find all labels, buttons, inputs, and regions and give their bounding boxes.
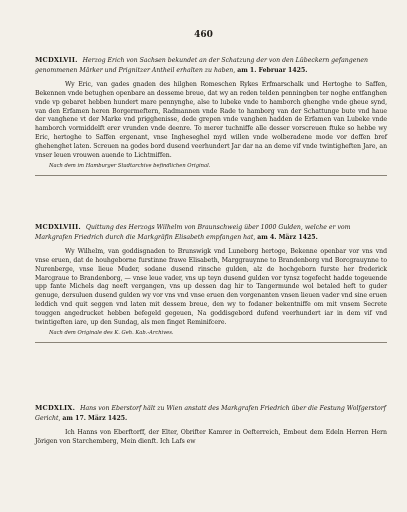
document-entry (35, 404, 387, 447)
document-entry (35, 56, 387, 176)
section-divider (35, 342, 387, 343)
entry-heading: Herzog Erich von Sachsen bekundet an der Schatzung der von den Lübeckern gefangenen genommenen Märker und Prignitzer Antheil erhalten zu haben, (35, 57, 368, 74)
entry-number: MCDXLVIII. (35, 223, 81, 231)
entry-number: MCDXLIX. (35, 404, 76, 412)
entry-source: Nach dem im Hamburger Stadtarchive befindlichen Original. (49, 163, 211, 170)
entry-headline (35, 56, 387, 75)
entry-date: am 1. Februar 1425. (237, 66, 308, 74)
entry-body: Wy Eric, van gades gnaden des hilghen Romeschen Rykes Erfmarschalk und Hertoghe to Saffen, Bekennen vnde betughen openbare an desseme breue, dat wy an reden telden penningben ter noghe entfanghen vnde vp gebaret hebben hundert mare pennynghe, alse to lubeke vnde to hamborch ghenghe vnde gheue synd, van den Erfamen heren Borgermeftern, Radmannen vnde Rade to hamborg van der Schattunge bute vnd haue der vanghene vt der Marke vnd prigghenisse, dede grepen vnde vanghen hadden de Erfamen van Lubeke vnde hamborch vormiddelft erer vrunden vnde deenre. To merer tuchniffe alle desser vorscreuen ftuke so hebbe wy Eric, hertoghe to Saffen ergenant, vnse Ingheseghel myd willen vnde wolberadene mode vor deffen bref ghehenghet laten. Screuen na godes bord dusend veerhundert Jar dar na an deme vif vnde twintigheften Jare, an vnser leuen vrouwen auende to Lichtmiffen. (35, 81, 387, 159)
page-number: 460 (194, 30, 213, 40)
entry-date: am 4. März 1425. (257, 233, 318, 241)
entry-source: Nach dem Originale des K. Geh. Kab.-Archives. (49, 330, 174, 337)
entry-date: am 17. März 1425. (62, 414, 128, 422)
section-divider (35, 175, 387, 176)
entry-heading: Hans von Eberstorf hält zu Wien anstatt des Markgrafen Friedrich über die Festung Wolfgerstorf Gericht, (35, 405, 386, 422)
entry-body: Ich Hanns von Eberftorff, der Elter, Obrifter Kamrer in Oefterreich, Embeut dem Edeln Herren Hern Jörigen von Starchemberg, Mein dienft. Ich Lafs ew (35, 429, 387, 445)
document-entry (35, 223, 387, 343)
entry-headline (35, 404, 387, 423)
entry-heading: Quittung des Herzogs Wilhelm von Braunschweig über 1000 Gulden, welche er vom Markgrafen Friedrich durch die Markgräfin Elisabeth empfangen hat, (35, 224, 351, 241)
entry-body: Wy Wilhelm, van goddisgnaden to Brunswigk vnd Luneborg hertoge, Bekenne openbar vor vns vnd vnse eruen, dat de houhgeborne furstinne frawe Elisabeth, Marggrauynne to Brandenborg vnd Borcgrauynne to Nurenberge, vnse lieue Muder, sodane dusend rinsche gulden, alz de hochgeborn furste her frederick Marcgraue to Brandenborg, — vnse leue vader, vns up teyn dusend gulden vor tynsz togefecht hadde togeuende upp fante Michels dag neeft vergangen, vns up dessen dag hir to Tangermunde wol betaled heft to guder genuge, dersuluen dusend gulden wy vor vns vnd vnse eruen den vorgenanten vnsen lieuen vader vnd sine eruen leddich vnd quit seggen vnd laten mit dessem breue, den wy to fodaner bekentniffe om mit vnsem Secrete touggen angedrucket hebben befegeld gegeuen, Na goddisgebord dufend veerhundert iar in dem vif vnd twintigeften iare, up den Sundag, als men finget Reminifcere. (35, 248, 387, 326)
entry-headline (35, 223, 387, 242)
entry-number: MCDXLVII. (35, 56, 78, 64)
